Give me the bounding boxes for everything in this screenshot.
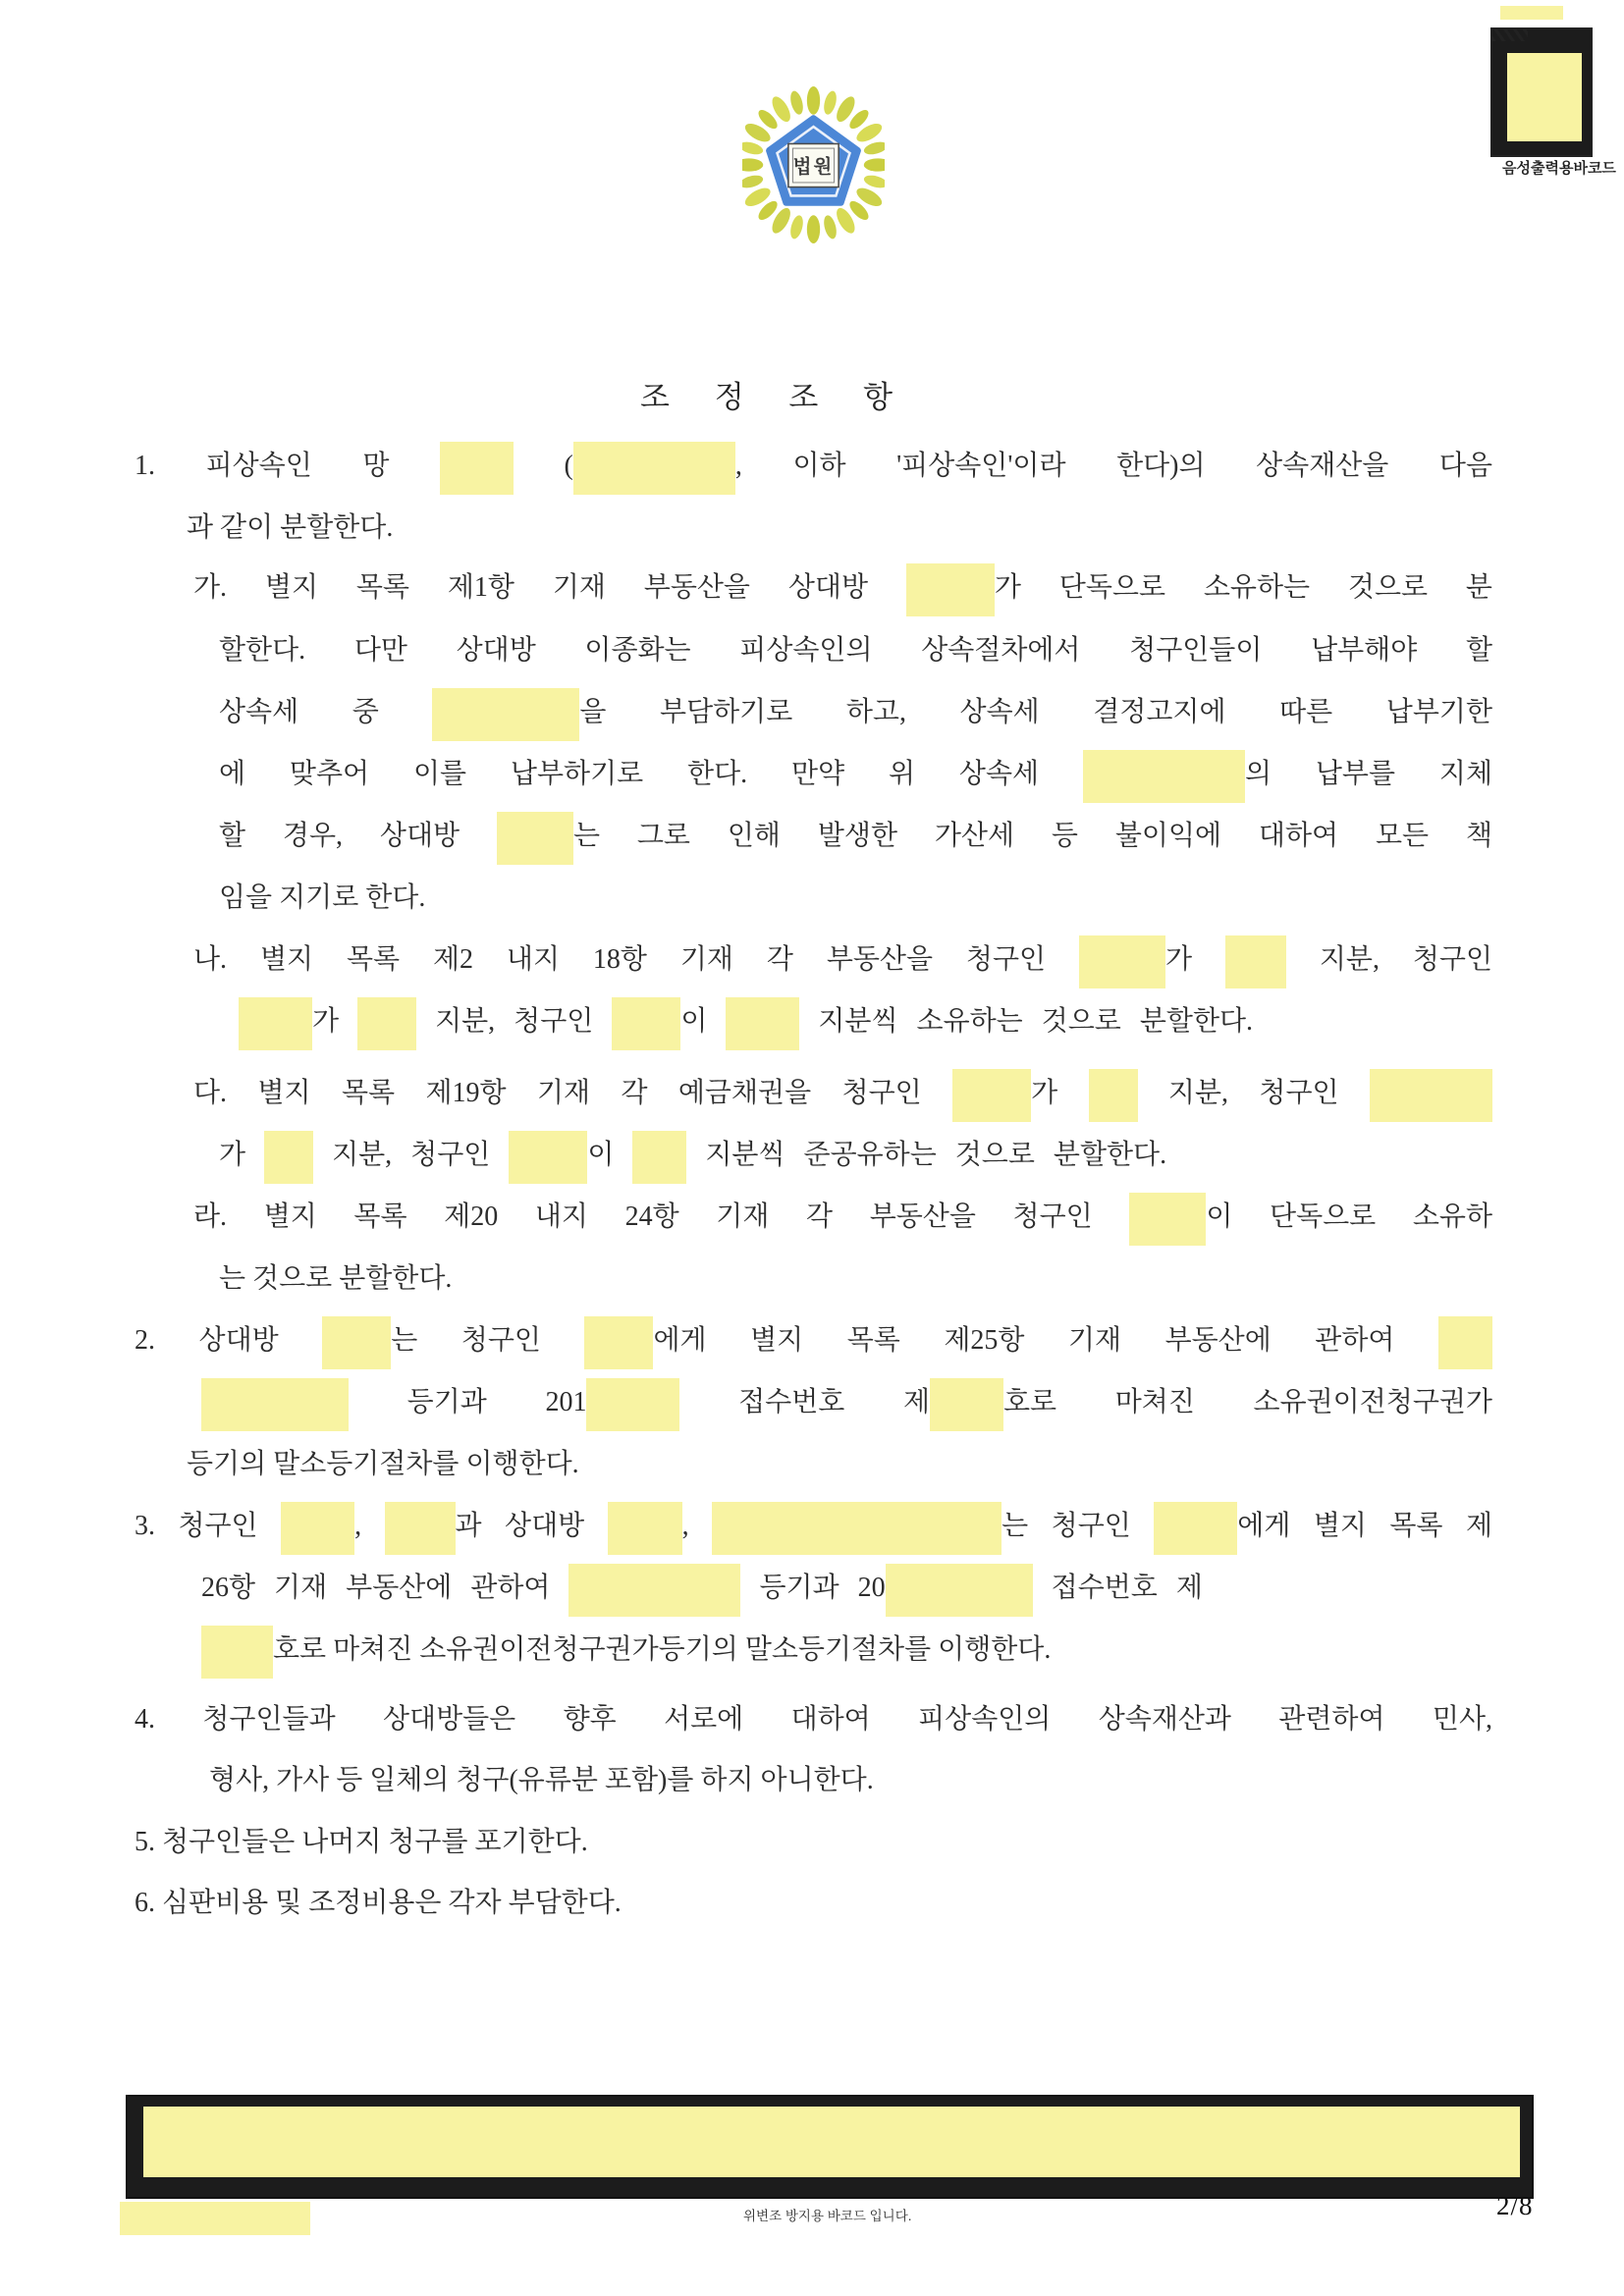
seal-petal bbox=[742, 139, 764, 156]
seal-petal bbox=[788, 89, 805, 116]
redaction-box bbox=[930, 1378, 1003, 1431]
text-line: 할 경우, 상대방 는 그로 인해 발생한 가산세 등 불이익에 대하여 모든 책 bbox=[219, 810, 1492, 863]
redaction-box bbox=[584, 1316, 653, 1369]
text-line: 가 지분, 청구인 이 지분씩 소유하는 것으로 분할한다. bbox=[239, 995, 1253, 1048]
redaction-box bbox=[239, 997, 312, 1050]
redaction-box bbox=[573, 442, 735, 495]
redaction-box bbox=[1154, 1502, 1237, 1555]
seal-petal bbox=[864, 158, 885, 171]
redaction-box bbox=[1083, 750, 1245, 803]
redaction-box bbox=[1507, 53, 1582, 141]
redaction-box bbox=[952, 1069, 1031, 1122]
text-line: 4. 청구인들과 상대방들은 향후 서로에 대하여 피상속인의 상속재산과 관련하여 민사, bbox=[135, 1704, 1492, 1735]
redaction-box bbox=[322, 1316, 391, 1369]
redaction-box bbox=[906, 563, 995, 616]
court-seal bbox=[742, 84, 885, 245]
redaction-box bbox=[886, 1564, 1033, 1617]
redaction-box bbox=[586, 1378, 679, 1431]
redaction-box bbox=[497, 812, 573, 865]
text-line: 형사, 가사 등 일체의 청구(유류분 포함)를 하지 아니한다. bbox=[209, 1765, 874, 1795]
seal-petal bbox=[863, 139, 885, 156]
redaction-box bbox=[264, 1131, 313, 1184]
text-line: 1. 피상속인 망 ( , 이하 '피상속인'이라 한다)의 상속재산을 다음 bbox=[135, 440, 1492, 493]
anti-forgery-caption: 위변조 방지용 바코드 입니다. bbox=[743, 2209, 912, 2223]
redaction-box bbox=[357, 997, 416, 1050]
redaction-box bbox=[201, 1626, 273, 1679]
redaction-box bbox=[1500, 6, 1563, 20]
voice-barcode-caption: 음성출력용바코드 bbox=[1502, 160, 1616, 177]
seal-petal bbox=[742, 173, 764, 189]
seal-petal bbox=[822, 214, 839, 240]
text-line: 나. 별지 목록 제2 내지 18항 기재 각 부동산을 청구인 가 지분, 청구인 bbox=[193, 934, 1492, 987]
text-line: 에 맞추어 이를 납부하기로 한다. 만약 위 상속세 의 납부를 지체 bbox=[219, 748, 1492, 801]
anti-forgery-barcode-strip bbox=[126, 2095, 1534, 2199]
text-line: 다. 별지 목록 제19항 기재 각 예금채권을 청구인 가 지분, 청구인 bbox=[193, 1067, 1492, 1120]
redaction-box bbox=[120, 2202, 310, 2235]
redaction-box bbox=[1089, 1069, 1138, 1122]
redaction-box bbox=[1225, 935, 1286, 988]
text-line: 가 지분, 청구인 이 지분씩 준공유하는 것으로 분할한다. bbox=[219, 1129, 1166, 1182]
seal-petal bbox=[742, 158, 763, 171]
voice-output-barcode bbox=[1490, 27, 1593, 157]
seal-label: 법원 bbox=[792, 157, 835, 179]
redaction-box bbox=[612, 997, 680, 1050]
seal-petal bbox=[863, 173, 885, 189]
text-line: 26항 기재 부동산에 관하여 등기과 20 접수번호 제 bbox=[201, 1562, 1203, 1615]
text-line: 등기의 말소등기절차를 이행한다. bbox=[187, 1449, 579, 1479]
redaction-box bbox=[1370, 1069, 1492, 1122]
redaction-box bbox=[632, 1131, 686, 1184]
seal-petal bbox=[807, 86, 820, 115]
redaction-box bbox=[1438, 1316, 1492, 1369]
redaction-box bbox=[201, 1378, 349, 1431]
seal-petal bbox=[788, 214, 805, 240]
text-line: 3. 청구인 , 과 상대방 , 는 청구인 에게 별지 목록 제 bbox=[135, 1500, 1492, 1553]
text-line: 등기과 201 접수번호 제 호로 마쳐진 소유권이전청구권가 bbox=[201, 1376, 1492, 1429]
redaction-box bbox=[726, 997, 799, 1050]
redaction-box bbox=[1129, 1193, 1206, 1246]
redaction-box bbox=[568, 1564, 740, 1617]
document-title: 조 정 조 항 bbox=[640, 380, 900, 414]
text-line: 6. 심판비용 및 조정비용은 각자 부담한다. bbox=[135, 1888, 622, 1918]
text-line: 2. 상대방 는 청구인 에게 별지 목록 제25항 기재 부동산에 관하여 bbox=[135, 1314, 1492, 1367]
redaction-box bbox=[432, 688, 579, 741]
redaction-box bbox=[712, 1502, 1001, 1555]
text-line: 임을 지기로 한다. bbox=[219, 882, 426, 913]
text-line: 가. 별지 목록 제1항 기재 부동산을 상대방 가 단독으로 소유하는 것으로 분 bbox=[193, 561, 1492, 614]
text-line: 상속세 중 을 부담하기로 하고, 상속세 결정고지에 따른 납부기한 bbox=[219, 686, 1492, 739]
text-line: 할한다. 다만 상대방 이종화는 피상속인의 상속절차에서 청구인들이 납부해야 할 bbox=[219, 635, 1492, 666]
page-number: 2/8 bbox=[1496, 2191, 1534, 2220]
text-line: 5. 청구인들은 나머지 청구를 포기한다. bbox=[135, 1827, 588, 1857]
barcode-corner-hatch bbox=[1492, 29, 1528, 41]
redaction-box bbox=[608, 1502, 682, 1555]
text-line: 라. 별지 목록 제20 내지 24항 기재 각 부동산을 청구인 이 단독으로 소유하 bbox=[193, 1191, 1492, 1244]
redaction-box bbox=[440, 442, 514, 495]
seal-petal bbox=[807, 215, 820, 243]
text-line: 호로 마쳐진 소유권이전청구권가등기의 말소등기절차를 이행한다. bbox=[201, 1624, 1051, 1677]
redaction-box bbox=[385, 1502, 456, 1555]
redaction-box bbox=[281, 1502, 354, 1555]
redaction-box bbox=[509, 1131, 587, 1184]
text-line: 는 것으로 분할한다. bbox=[219, 1263, 453, 1294]
text-line: 과 같이 분할한다. bbox=[187, 512, 394, 543]
seal-petal bbox=[822, 89, 839, 116]
redaction-box bbox=[143, 2107, 1520, 2177]
redaction-box bbox=[1079, 935, 1165, 988]
